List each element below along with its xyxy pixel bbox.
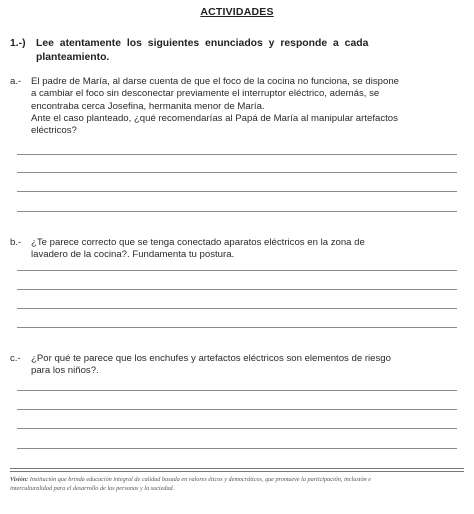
question-b xyxy=(10,237,455,262)
answer-line xyxy=(17,270,457,271)
question-c-letter: c.- xyxy=(10,353,21,364)
vision-line-1: Institución que brinda educación integral de calidad basada en valores éticos y democráticos, que promueve la participación, inclusión e xyxy=(29,476,371,483)
question-b-line-2: lavadero de la cocina?. Fundamenta tu postura. xyxy=(31,249,235,261)
answer-line xyxy=(17,211,457,212)
instruction-line-1: Lee atentamente los siguientes enunciados y responde a cada xyxy=(36,38,369,49)
question-b-line-1: ¿Te parece correcto que se tenga conectado aparatos eléctricos en la zona de xyxy=(31,237,365,248)
answer-line xyxy=(17,390,457,391)
answer-line xyxy=(17,409,457,410)
footer-divider xyxy=(10,471,464,472)
answer-line xyxy=(17,308,457,309)
question-c-line-1: ¿Por qué te parece que los enchufes y artefactos eléctricos son elementos de riesgo xyxy=(31,353,391,364)
instruction-line-2: planteamiento. xyxy=(36,52,110,63)
question-a xyxy=(10,76,455,137)
question-a-line-2: a cambiar el foco sin desconectar previamente el interruptor eléctrico, además, se xyxy=(31,88,380,100)
answer-line xyxy=(17,448,457,449)
vision-label: Visión: xyxy=(10,476,29,483)
question-c-line-2: para los niños?. xyxy=(31,365,99,377)
answer-line xyxy=(17,172,457,173)
question-a-letter: a.- xyxy=(10,76,22,87)
question-a-line-1: El padre de María, al darse cuenta de que el foco de la cocina no funciona, se dispone xyxy=(31,76,400,87)
instruction xyxy=(10,37,430,65)
question-a-line-4: Ante el caso planteado, ¿qué recomendarías al Papá de María al manipular artefactos xyxy=(31,112,398,124)
answer-line xyxy=(17,154,457,155)
question-a-line-3: encontraba cerca Josefina, hermanita menor de María. xyxy=(31,100,265,112)
instruction-number: 1.-) xyxy=(10,38,26,49)
footer-vision xyxy=(10,475,460,493)
answer-line xyxy=(17,191,457,192)
answer-line xyxy=(17,327,457,328)
answer-line xyxy=(17,428,457,429)
vision-line-2: interculturalidad para el desarrollo de las personas y la sociedad. xyxy=(10,485,175,492)
answer-line xyxy=(17,289,457,290)
question-c xyxy=(10,353,455,378)
footer-divider xyxy=(10,468,464,469)
question-b-letter: b.- xyxy=(10,237,22,248)
question-a-line-5: eléctricos? xyxy=(31,125,77,137)
page-title: ACTIVIDADES xyxy=(200,6,274,18)
